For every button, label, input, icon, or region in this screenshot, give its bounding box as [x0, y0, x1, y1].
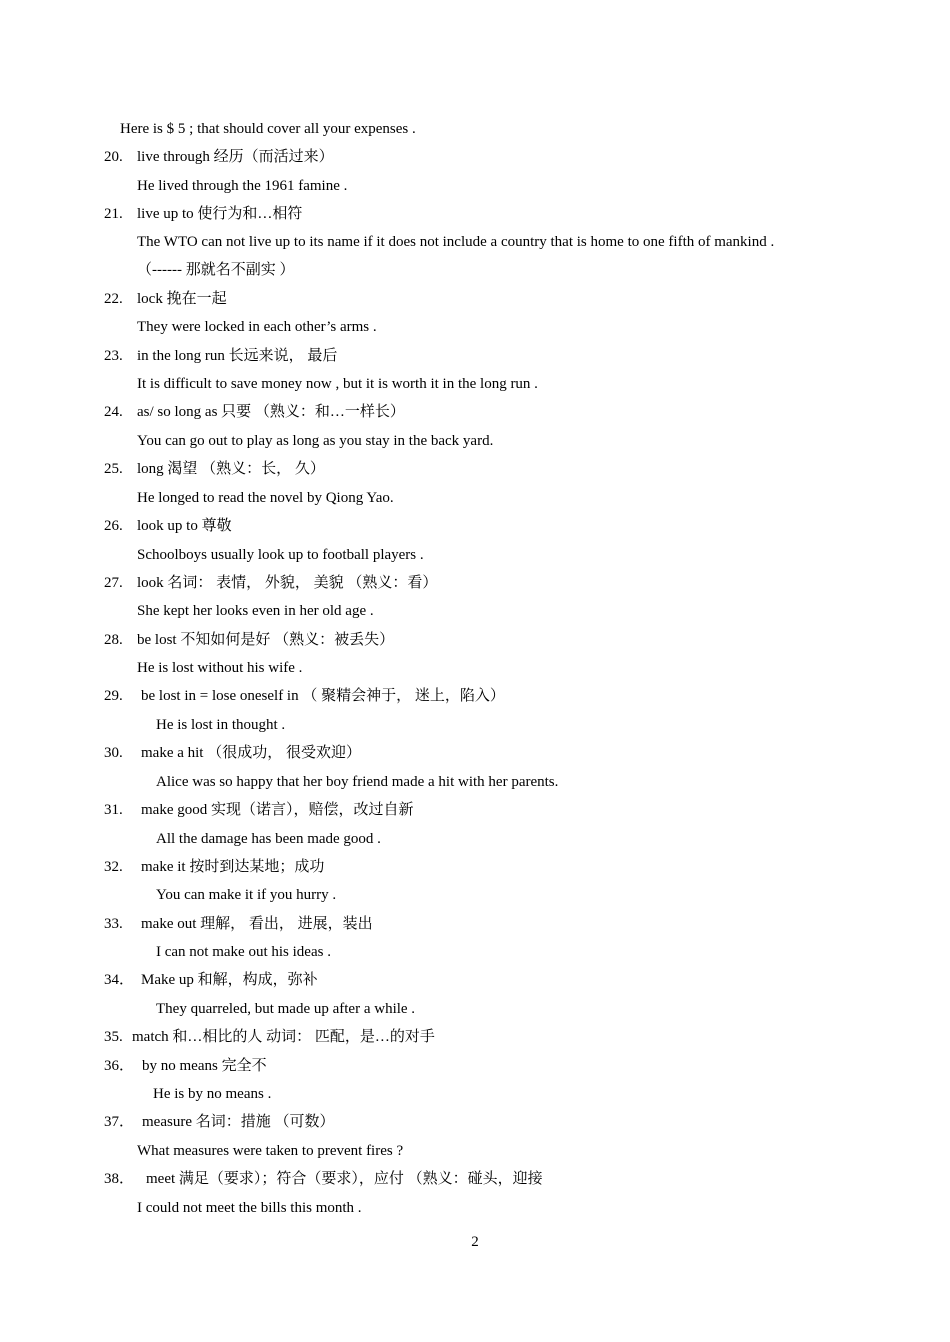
- entry-phrase: live up to 使行为和…相符: [137, 206, 303, 222]
- entry-phrase: match 和…相比的人 动词： 匹配，是…的对手: [132, 1029, 435, 1045]
- entry-phrase: by no means 完全不: [142, 1058, 267, 1074]
- entry-example: Alice was so happy that her boy friend made a hit with her parents.: [156, 774, 559, 790]
- entry-phrase: look up to 尊敬: [137, 518, 232, 534]
- entry-number: 35.: [104, 1029, 123, 1045]
- entry-example: What measures were taken to prevent fires ?: [137, 1143, 404, 1159]
- intro-sentence: Here is $ 5 ; that should cover all your expenses .: [120, 121, 416, 137]
- entry-number: 32.: [104, 859, 123, 875]
- entry-phrase: make out 理解， 看出， 进展，装出: [141, 916, 373, 932]
- entry-number: 30.: [104, 745, 123, 761]
- entry-example: You can go out to play as long as you stay in the back yard.: [137, 433, 494, 449]
- entry-example: They were locked in each other’s arms .: [137, 319, 377, 335]
- entry-number: 33.: [104, 916, 123, 932]
- entry-number: 28.: [104, 632, 123, 648]
- entry-example: You can make it if you hurry .: [156, 887, 337, 903]
- entry-phrase: make it 按时到达某地；成功: [141, 859, 325, 875]
- entry-number: 24.: [104, 404, 123, 420]
- entry-phrase: lock 挽在一起: [137, 291, 227, 307]
- entry-number: 29.: [104, 688, 123, 704]
- entry-phrase: live through 经历（而活过来）: [137, 149, 334, 165]
- entry-number: 36．: [104, 1058, 135, 1074]
- entry-number: 37．: [104, 1114, 135, 1130]
- entry-phrase: be lost 不知如何是好 （熟义：被丢失）: [137, 632, 395, 648]
- entry-number: 27.: [104, 575, 123, 591]
- entry-example: He is by no means .: [153, 1086, 272, 1102]
- entry-example: I could not meet the bills this month .: [137, 1200, 362, 1216]
- entry-number: 26.: [104, 518, 123, 534]
- entry-example: Schoolboys usually look up to football players .: [137, 547, 424, 563]
- entry-number: 25.: [104, 461, 123, 477]
- entry-phrase: in the long run 长远来说， 最后: [137, 348, 338, 364]
- entry-number: 38．: [104, 1171, 135, 1187]
- entry-number: 22.: [104, 291, 123, 307]
- entry-number: 34．: [104, 972, 135, 988]
- entry-phrase: meet 满足（要求）；符合（要求），应付 （熟义：碰头，迎接: [146, 1171, 543, 1187]
- entry-example: She kept her looks even in her old age .: [137, 603, 374, 619]
- entry-example: The WTO can not live up to its name if it does not include a country that is home to one fifth of mankind .: [137, 234, 775, 250]
- page-number: 2: [471, 1234, 479, 1250]
- entry-example: He is lost in thought .: [156, 717, 286, 733]
- entry-phrase: make a hit （很成功， 很受欢迎）: [141, 745, 361, 761]
- entry-example: I can not make out his ideas .: [156, 944, 331, 960]
- entry-phrase: measure 名词：措施 （可数）: [142, 1114, 335, 1130]
- entry-phrase: as/ so long as 只要 （熟义：和…一样长）: [137, 404, 405, 420]
- entry-number: 31.: [104, 802, 123, 818]
- entry-number: 20.: [104, 149, 123, 165]
- entry-example-note: （------ 那就名不副实 ）: [137, 262, 295, 278]
- entry-example: All the damage has been made good .: [156, 831, 381, 847]
- entry-example: He is lost without his wife .: [137, 660, 303, 676]
- entry-phrase: be lost in = lose oneself in （ 聚精会神于， 迷上，陷入）: [141, 688, 505, 704]
- entry-number: 23.: [104, 348, 123, 364]
- entry-example: They quarreled, but made up after a while .: [156, 1001, 416, 1017]
- entry-example: He lived through the 1961 famine .: [137, 178, 348, 194]
- entry-example: It is difficult to save money now , but it is worth it in the long run .: [137, 376, 538, 392]
- entry-phrase: long 渴望 （熟义：长， 久）: [137, 461, 325, 477]
- entry-example: He longed to read the novel by Qiong Yao.: [137, 490, 394, 506]
- entry-phrase: Make up 和解，构成，弥补: [141, 972, 318, 988]
- entry-phrase: make good 实现（诺言），赔偿，改过自新: [141, 802, 414, 818]
- entry-phrase: look 名词： 表情， 外貌， 美貌 （熟义：看）: [137, 575, 438, 591]
- entry-number: 21.: [104, 206, 123, 222]
